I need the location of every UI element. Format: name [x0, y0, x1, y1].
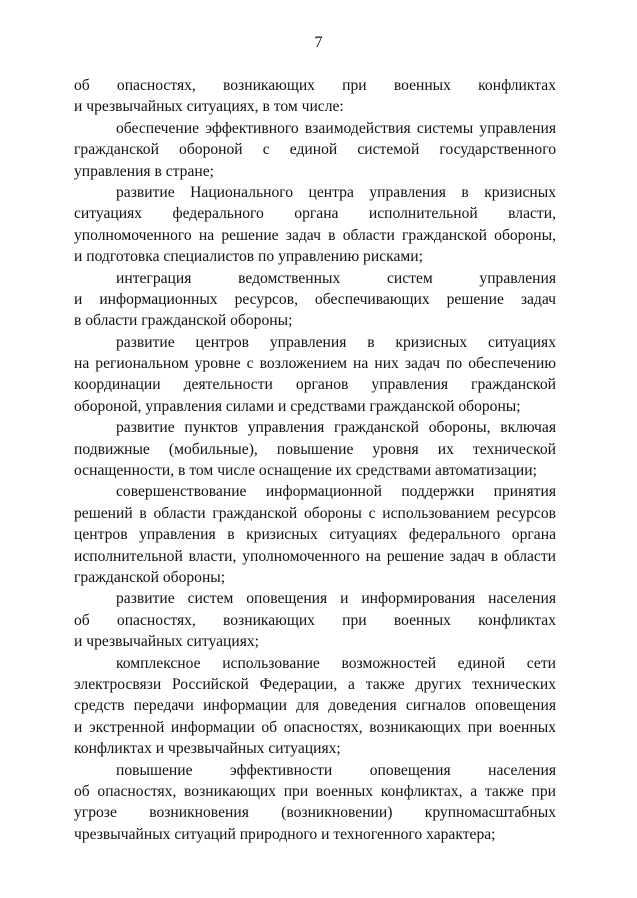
text-line: и экстренной информации об опасностях, возникающих при военных: [74, 718, 556, 736]
text-line: исполнительной власти, уполномоченного на решение задач в области: [74, 547, 556, 565]
text-line: оснащенности, в том числе оснащение их средствами автоматизации;: [74, 462, 537, 480]
text-line: подвижные (мобильные), повышение уровня их технической: [74, 440, 556, 458]
text-line: и подготовка специалистов по управлению рисками;: [74, 248, 423, 266]
text-line: обороной, управления силами и средствами гражданской обороны;: [74, 397, 521, 415]
text-line: электросвязи Российской Федерации, а также других технических: [74, 675, 556, 693]
document-body: [74, 75, 556, 845]
text-line: управления в стране;: [74, 162, 214, 180]
text-line: повышение эффективности оповещения населения: [116, 761, 556, 779]
text-line: интеграция ведомственных систем управления: [116, 269, 556, 287]
text-line: координации деятельности органов управления гражданской: [74, 376, 556, 394]
text-line: развитие Национального центра управления в кризисных: [116, 183, 556, 201]
text-line: совершенствование информационной поддержки принятия: [116, 483, 556, 501]
text-line: об опасностях, возникающих при военных конфликтах: [74, 77, 556, 94]
page-number: 7: [314, 34, 323, 51]
text-line: об опасностях, возникающих при военных конфликтах, а также при: [74, 782, 556, 800]
text-line: ситуациях федерального органа исполнительной власти,: [74, 205, 556, 223]
text-line: и информационных ресурсов, обеспечивающих решение задач: [74, 290, 556, 308]
text-line: и чрезвычайных ситуациях;: [74, 633, 260, 651]
text-line: и чрезвычайных ситуациях, в том числе:: [74, 98, 344, 116]
text-line: об опасностях, возникающих при военных конфликтах: [74, 611, 556, 629]
text-line: развитие центров управления в кризисных ситуациях: [116, 333, 556, 351]
text-line: обеспечение эффективного взаимодействия системы управления: [116, 119, 556, 137]
text-line: центров управления в кризисных ситуациях федерального органа: [74, 526, 556, 544]
text-line: решений в области гражданской обороны с использованием ресурсов: [74, 504, 556, 522]
text-line: на региональном уровне с возложением на них задач по обеспечению: [74, 355, 556, 373]
text-line: уполномоченного на решение задач в области гражданской обороны,: [74, 226, 556, 244]
text-line: развитие систем оповещения и информирования населения: [116, 590, 556, 608]
text-line: гражданской обороны;: [74, 568, 226, 586]
text-line: комплексное использование возможностей единой сети: [116, 654, 556, 672]
text-line: конфликтах и чрезвычайных ситуациях;: [74, 740, 341, 758]
text-line: развитие пунктов управления гражданской обороны, включая: [116, 419, 556, 437]
text-line: гражданской обороной с единой системой государственного: [74, 141, 556, 159]
text-line: чрезвычайных ситуаций природного и техногенного характера;: [74, 825, 496, 843]
text-line: средств передачи информации для доведения сигналов оповещения: [74, 697, 556, 715]
text-line: в области гражданской обороны;: [74, 312, 293, 330]
text-line: угрозе возникновения (возникновении) крупномасштабных: [74, 804, 556, 822]
